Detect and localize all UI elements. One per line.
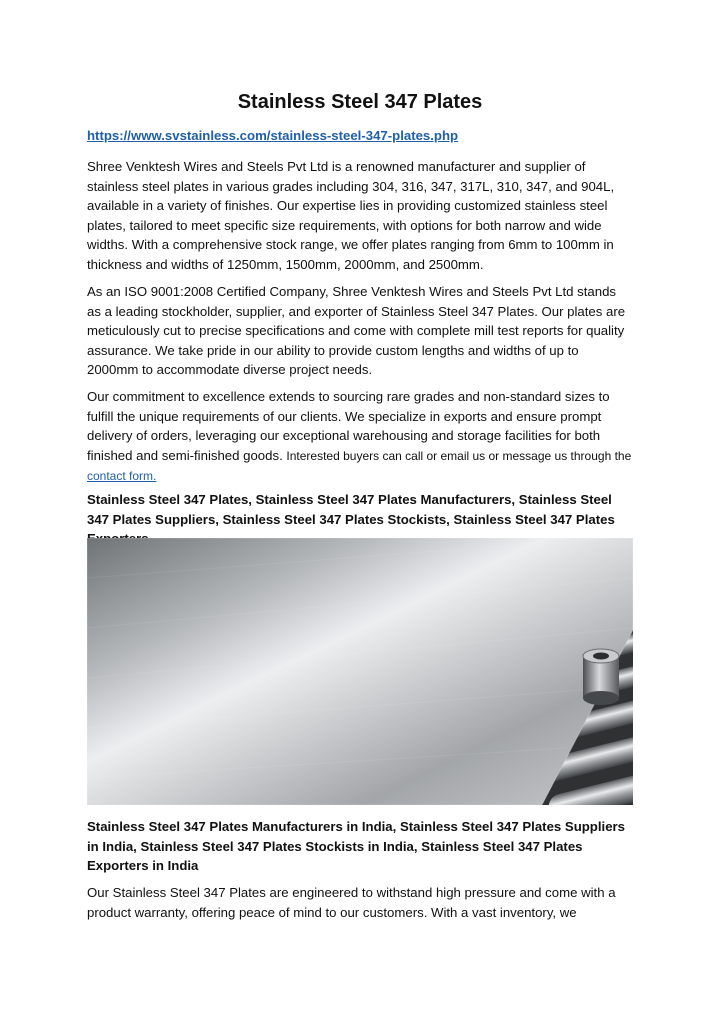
page-title: Stainless Steel 347 Plates [237, 91, 483, 113]
keywords-heading: Stainless Steel 347 Plates, Stainless Steel 347 Plates Manufacturers, Stainless Steel 347 Plates Suppliers, Stainless Steel 347 Plates Stockists, Stainless Steel 347 Plates [87, 492, 615, 527]
intro-paragraph: Shree Venktesh Wires and Steels Pvt Ltd is a renowned manufacturer and supplier of stainless steel plates in various grades including 304, 316, 347, 317L, 310, 347, and 904L, available in a variety of finishes. Our expertise lies in providing customized stainless steel plates, tailored to meet specific size requirements, with options for both narrow and wide widths. With a comprehensive stock range, we offer plates ranging from 6mm to 100mm in thickness and widths of 1250mm, 1500mm, 2000mm, and 2500mm. [87, 159, 615, 272]
steel-ring [583, 649, 619, 705]
india-keywords-heading: Stainless Steel 347 Plates Manufacturers in India, Stainless Steel 347 Plates Suppliers in India, Stainless Steel 347 Plates Stockists in India, Stainless Steel 347 Plates Exporters in India [87, 819, 625, 874]
commitment-paragraph [87, 387, 633, 487]
source-url-link[interactable]: https://www.svstainless.com/stainless-steel-347-plates.php [87, 128, 459, 143]
contact-form-link[interactable]: contact form. [87, 469, 157, 484]
certification-paragraph: As an ISO 9001:2008 Certified Company, Shree Venktesh Wires and Steels Pvt Ltd stands as a leading stockholder, supplier, and exporter of Stainless Steel 347 Plates. Our plates are meticulously cut to precise specifications and come with complete mill test reports for quality assurance. We take pride in our ability to provide custom lengths and widths of up to 2000mm to accommodate diverse project needs. [87, 284, 626, 378]
warranty-paragraph: Our Stainless Steel 347 Plates are engineered to withstand high pressure and come with a product warranty, offering peace of mind to our customers. With a vast inventory, we [87, 885, 616, 920]
steel-plate-photo [87, 538, 633, 805]
commitment-text: Our commitment to excellence extends to sourcing rare grades and non-standard sizes to fulfill the unique requirements of our clients. We specialize in exports and ensure prompt delivery of orders, leveraging our exceptional warehousing and storage facilities for both finished and semi-finished goods. [87, 389, 610, 463]
contact-note: Interested buyers can call or email us or message us through the [286, 448, 632, 463]
